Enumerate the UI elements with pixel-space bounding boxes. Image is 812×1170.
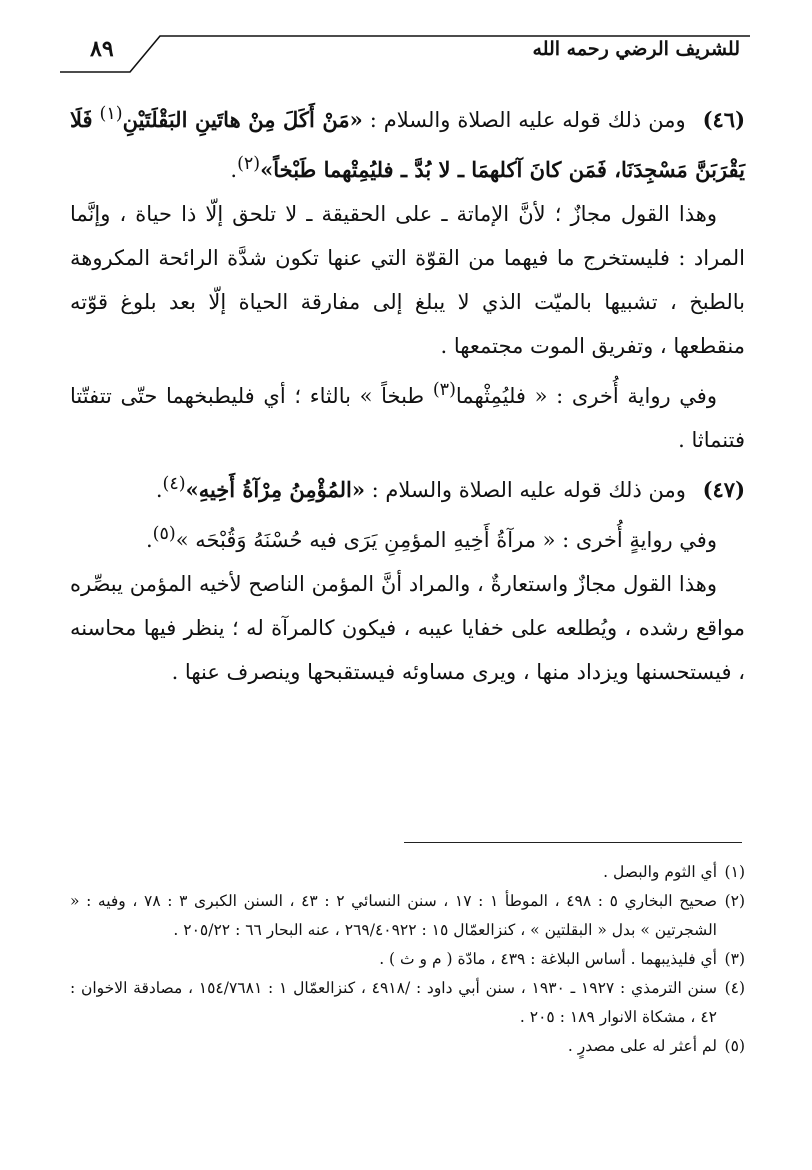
footnote-ref: (٢) (237, 154, 261, 174)
footnote-text: أي فليذيبهما . أساس البلاغة : ٤٣٩ ، مادّة ( م و ث ) . (379, 950, 717, 968)
footnote-ref: (٥) (152, 524, 176, 544)
item-46: (٤٦) ومن ذلك قوله عليه الصلاة والسلام : «مَنْ أَكَلَ مِنْ هاتَينِ البَقْلَتَيْنِ$^{(١)}$ فَلَا يَقْرَبَنَّ مَسْجِدَنَا، فَمَن كانَ آكلهمَا ـ لا بُدَّ ـ فليُمِتْهما طَبْخاً»$^{(٢)}$. (70, 104, 745, 182)
footnote (70, 974, 745, 1032)
main-text (70, 92, 745, 694)
item-number: (٤٦) (702, 107, 745, 132)
page-header (60, 34, 750, 74)
paragraph: وهذا القول مجازٌ ؛ لأنَّ الإماتة ـ على الحقيقة ـ لا تلحق إلّا ذا حياة ، وإنَّما المراد : فليستخرج ما فيهما من القوّة التي عنها تكون شدَّة الرائحة المكروهة بالطبخ ، تشبيها بالميّت الذي لا يبلغ إلى مفارقة الحياة إلّا بعد بلوغ قوّته منقطعها ، وتفريق الموت مجتمعها . (70, 202, 745, 358)
text-span: طبخاً » بالثاء ؛ أي فليطبخهما حتّى تتفتّتا فتنماثا . (70, 384, 745, 452)
footnote-text: أي الثوم والبصل . (603, 863, 717, 881)
footnote (70, 858, 745, 887)
footnote-ref: (٣) (432, 380, 456, 400)
footnote-text: لم أعثر له على مصدرٍ . (567, 1037, 717, 1055)
footnote-number: (٥) (724, 1037, 745, 1055)
item-intro: ومن ذلك قوله عليه الصلاة والسلام : (371, 478, 686, 502)
hadith-quote: «مَنْ أَكَلَ مِنْ هاتَينِ البَقْلَتَيْنِ (122, 107, 363, 132)
footnote-number: (١) (724, 863, 745, 881)
item-number: (٤٧) (702, 477, 745, 502)
footnote-text: صحيح البخاري ٥ : ٤٩٨ ، الموطأ ١ : ١٧ ، سنن النسائي ٢ : ٤٣ ، السنن الكبرى ٣ : ٧٨ ، وفيه : « الشجرتين » بدل « البقلتين » ، كنزالعمّال ١٥ : ٢٦٩/٤٠٩٢٢ ، عنه البحار ٦٦ : ٢٠٥/٢٢ . (70, 892, 718, 939)
paragraph (70, 368, 745, 462)
footnote-ref: (٤) (162, 474, 186, 494)
footnotes (70, 858, 745, 1061)
text-span: وفي روايةٍ أُخرى : « مرآةُ أَخِيهِ المؤمِنِ يَرَى فيه حُسْنَهُ وَقُبْحَه » (175, 528, 717, 552)
item-47: (٤٧) ومن ذلك قوله عليه الصلاة والسلام : «المُؤْمِنُ مِرْآةُ أَخِيهِ»$^{(٤)}$. (155, 474, 745, 502)
hadith-quote: «المُؤْمِنُ مِرْآةُ أَخِيهِ» (185, 477, 365, 502)
footnote-number: (٢) (724, 892, 746, 910)
item-intro: ومن ذلك قوله عليه الصلاة والسلام : (369, 108, 686, 132)
footnote (70, 1032, 745, 1061)
text-span: وفي رواية أُخرى : « فليُمِثْهما (455, 384, 717, 408)
footnote (70, 887, 745, 945)
page-number: ٨٩ (90, 36, 114, 62)
footnote-number: (٣) (724, 950, 745, 968)
footnote-separator (404, 842, 742, 843)
running-title: للشريف الرضي رحمه الله (532, 38, 740, 60)
hadith-quote-continued: فَلَا يَقْرَبَنَّ مَسْجِدَنَا، فَمَن كانَ آكلهمَا ـ لا بُدَّ ـ فليُمِتْهما طَبْخاً» (70, 107, 745, 182)
paragraph: وفي روايةٍ أُخرى : « مرآةُ أَخِيهِ المؤمِنِ يَرَى فيه حُسْنَهُ وَقُبْحَه »$^{(٥)}$. (145, 524, 717, 552)
footnote-text: سنن الترمذي : ١٩٢٧ ـ ١٩٣٠ ، سنن أبي داود : /٤٩١٨ ، كنزالعمّال ١ : ١٥٤/٧٦٨١ ، مصادقة الاخوان : ٤٢ ، مشكاة الانوار ١٨٩ : ٢٠٥ . (70, 979, 718, 1026)
footnote-number: (٤) (724, 979, 746, 997)
footnote (70, 945, 745, 974)
footnote-ref: (١) (99, 104, 123, 124)
paragraph: وهذا القول مجازٌ واستعارةٌ ، والمراد أنَّ المؤمن الناصح لأخيه المؤمن يبصِّره مواقع رشده ، ويُطلعه على خفايا عيبه ، فيكون كالمرآة له ؛ ينظر فيها محاسنه ، فيستحسنها ويزداد منها ، ويرى مساوئه فيستقبحها وينصرف عنها . (70, 572, 745, 684)
